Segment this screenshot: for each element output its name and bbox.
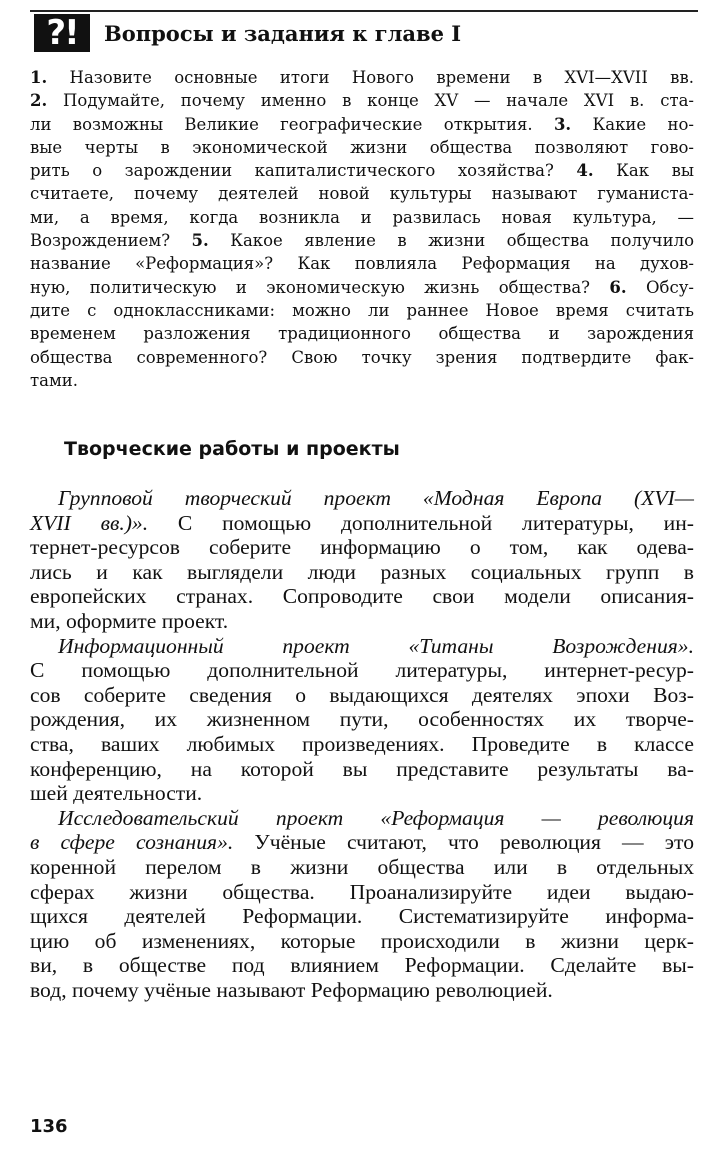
question-line: тами. [30, 370, 79, 390]
project-line: ства, ваших любимых произведениях. Проведите в классе [30, 731, 694, 756]
question-line: общества современного? Свою точку зрения подтвердите фак- [30, 347, 694, 367]
top-rule [30, 10, 698, 12]
project-title-research: Исследовательский проект «Реформация — революция [58, 805, 694, 830]
question-line: ми, а время, когда возникла и развилась новая культура, — [30, 207, 694, 227]
creative-works-heading: Творческие работы и проекты [64, 438, 400, 460]
question-line: временем разложения традиционного общества и зарождения [30, 324, 694, 344]
project-line: сов соберите сведения о выдающихся деятелях эпохи Воз- [30, 682, 694, 707]
project-line: сферах жизни общества. Проанализируйте идеи выдаю- [30, 879, 694, 904]
project-title-group: Групповой творческий проект «Модная Европа (XVI— [58, 486, 694, 510]
project-line: С помощью дополнительной литературы, интернет-ресур- [30, 658, 694, 683]
question-line: ли возможны Великие географические открытия. 3. Какие но- [30, 114, 694, 134]
project-title-info: Информационный проект «Титаны Возрождения». [58, 633, 694, 658]
project-line: цию об изменениях, которые происходили в жизни церк- [30, 928, 694, 953]
project-line: щихся деятелей Реформации. Систематизируйте информа- [30, 904, 694, 929]
question-line: название «Реформация»? Как повлияла Реформация на духов- [30, 254, 694, 274]
project-line: рождения, их жизненном пути, особенностях их творче- [30, 707, 694, 732]
project-line: коренной перелом в жизни общества или в отдельных [30, 854, 694, 879]
question-line: 1. Назовите основные итоги Нового времени в XVI—XVII вв. [30, 68, 694, 87]
question-exclamation-icon: ?! [34, 14, 90, 52]
project-line: в сфере сознания». Учёные считают, что революция — это [30, 830, 694, 855]
project-line: конференцию, на которой вы представите результаты ва- [30, 756, 694, 781]
project-line: XVII вв.)». С помощью дополнительной литературы, ин- [30, 510, 694, 535]
questions-block [30, 66, 694, 392]
question-line: вые черты в экономической жизни общества позволяют гово- [30, 137, 694, 157]
project-line: лись и как выглядели люди разных социальных групп в [30, 559, 694, 584]
project-line: ми, оформите проект. [30, 608, 229, 633]
question-line: дите с одноклассниками: можно ли раннее Новое время считать [30, 300, 694, 320]
question-line: рить о зарождении капиталистического хозяйства? 4. Как вы [30, 161, 694, 181]
project-line: шей деятельности. [30, 781, 203, 806]
section-heading: Вопросы и задания к главе I [104, 21, 462, 46]
question-line: 2. Подумайте, почему именно в конце XV — начале XVI в. ста- [30, 91, 694, 111]
project-line: тернет-ресурсов соберите информацию о том, как одева- [30, 535, 694, 560]
project-line: вод, почему учёные называют Реформацию революцией. [30, 977, 553, 1002]
project-line: европейских странах. Сопроводите свои модели описания- [30, 584, 694, 609]
projects-block [30, 486, 694, 1002]
question-line: ную, политическую и экономическую жизнь общества? 6. Обсу- [30, 277, 694, 297]
page-number: 136 [30, 1116, 68, 1137]
question-line: Возрождением? 5. Какое явление в жизни общества получило [30, 231, 694, 251]
question-line: считаете, почему деятелей новой культуры называют гуманиста- [30, 184, 694, 204]
project-line: ви, в обществе под влиянием Реформации. Сделайте вы- [30, 953, 694, 978]
